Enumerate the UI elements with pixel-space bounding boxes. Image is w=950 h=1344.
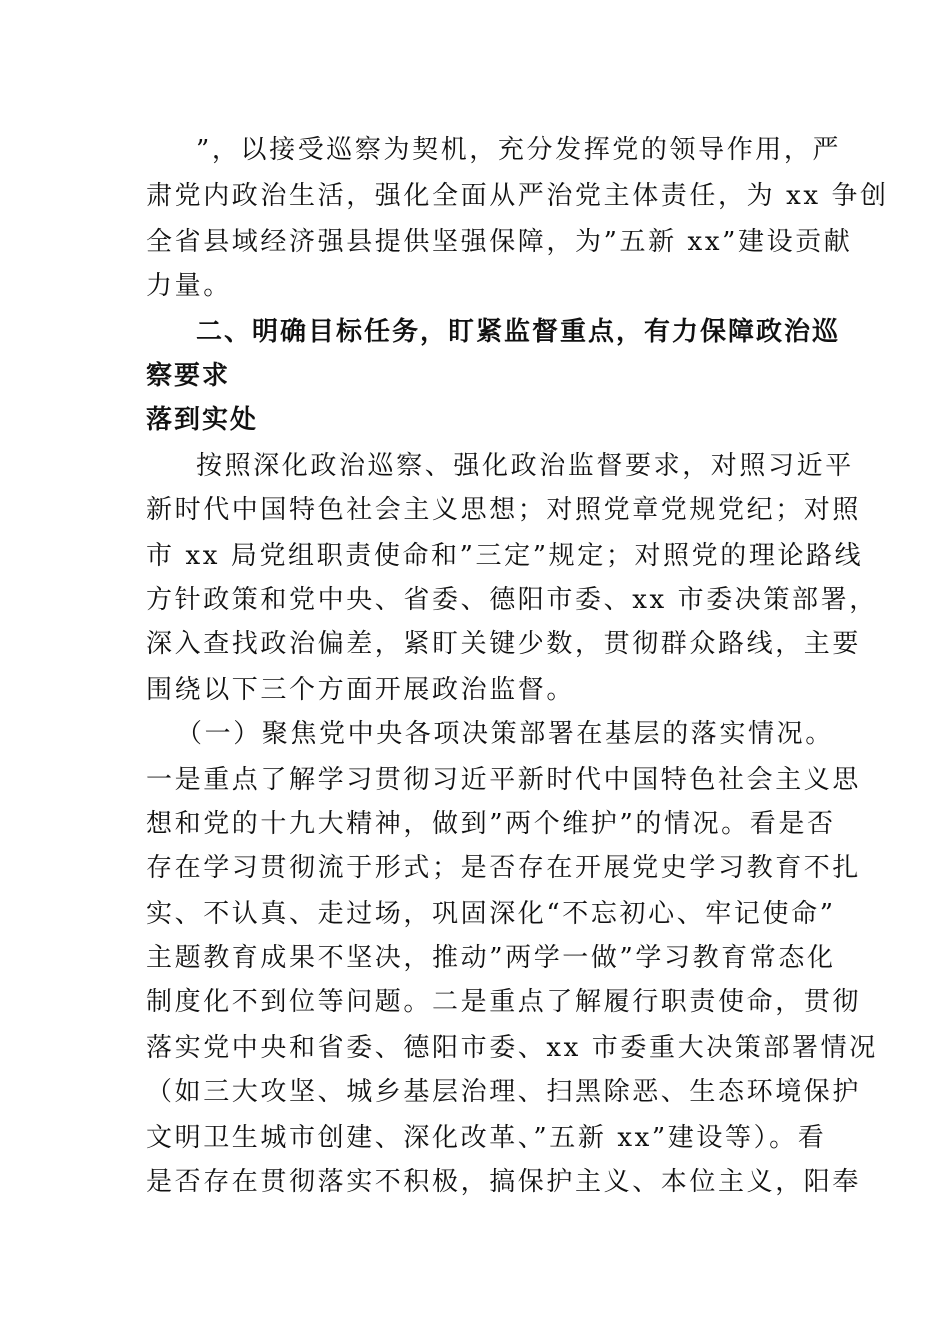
section-heading-line-2: 察要求: [146, 361, 231, 391]
paragraph-2-line-5: 深入查找政治偏差，紧盯关键少数，贯彻群众路线，主要: [146, 629, 862, 659]
paragraph-2-line-4: 方针政策和党中央、省委、德阳市委、xx 市委决策部署，: [146, 585, 878, 615]
paragraph-2-line-1: 按照深化政治巡察、强化政治监督要求，对照习近平: [196, 451, 854, 481]
paragraph-3-line-10: 文明卫生城市创建、深化改革、”五新 xx”建设等）。看: [146, 1123, 827, 1153]
paragraph-3-line-6: 主题教育成果不坚决，推动”两学一做”学习教育常态化: [146, 943, 836, 973]
paragraph-2-line-6: 围绕以下三个方面开展政治监督。: [146, 675, 576, 705]
paragraph-3-line-4: 存在学习贯彻流于形式；是否存在开展党史学习教育不扎: [146, 853, 862, 883]
paragraph-3-line-5: 实、不认真、走过场，巩固深化“不忘初心、牢记使命”: [146, 899, 836, 929]
paragraph-3-line-7: 制度化不到位等问题。二是重点了解履行职责使命，贯彻: [146, 987, 862, 1017]
paragraph-2-line-2: 新时代中国特色社会主义思想；对照党章党规党纪；对照: [146, 495, 862, 525]
paragraph-1-line-2: 肃党内政治生活，强化全面从严治党主体责任，为 xx 争创: [146, 181, 889, 211]
paragraph-1-line-1: ”，以接受巡察为契机，充分发挥党的领导作用，严: [196, 135, 842, 165]
paragraph-3-line-3: 想和党的十九大精神，做到”两个维护”的情况。看是否: [146, 809, 836, 839]
section-heading-line-3: 落到实处: [146, 405, 259, 435]
paragraph-1-line-3: 全省县域经济强县提供坚强保障，为”五新 xx”建设贡献: [146, 227, 853, 257]
section-heading-line-1: 二、明确目标任务，盯紧监督重点，有力保障政治巡: [196, 317, 841, 347]
paragraph-3-line-11: 是否存在贯彻落实不积极，搞保护主义、本位主义，阳奉: [146, 1167, 862, 1197]
paragraph-3-line-1: （一）聚焦党中央各项决策部署在基层的落实情况。: [176, 719, 834, 749]
paragraph-3-line-8: 落实党中央和省委、德阳市委、xx 市委重大决策部署情况: [146, 1033, 878, 1063]
paragraph-3-line-2: 一是重点了解学习贯彻习近平新时代中国特色社会主义思: [146, 765, 862, 795]
paragraph-1-line-4: 力量。: [146, 271, 232, 301]
paragraph-3-line-9: （如三大攻坚、城乡基层治理、扫黑除恶、生态环境保护: [146, 1077, 862, 1107]
paragraph-2-line-3: 市 xx 局党组职责使命和”三定”规定；对照党的理论路线: [146, 541, 864, 571]
